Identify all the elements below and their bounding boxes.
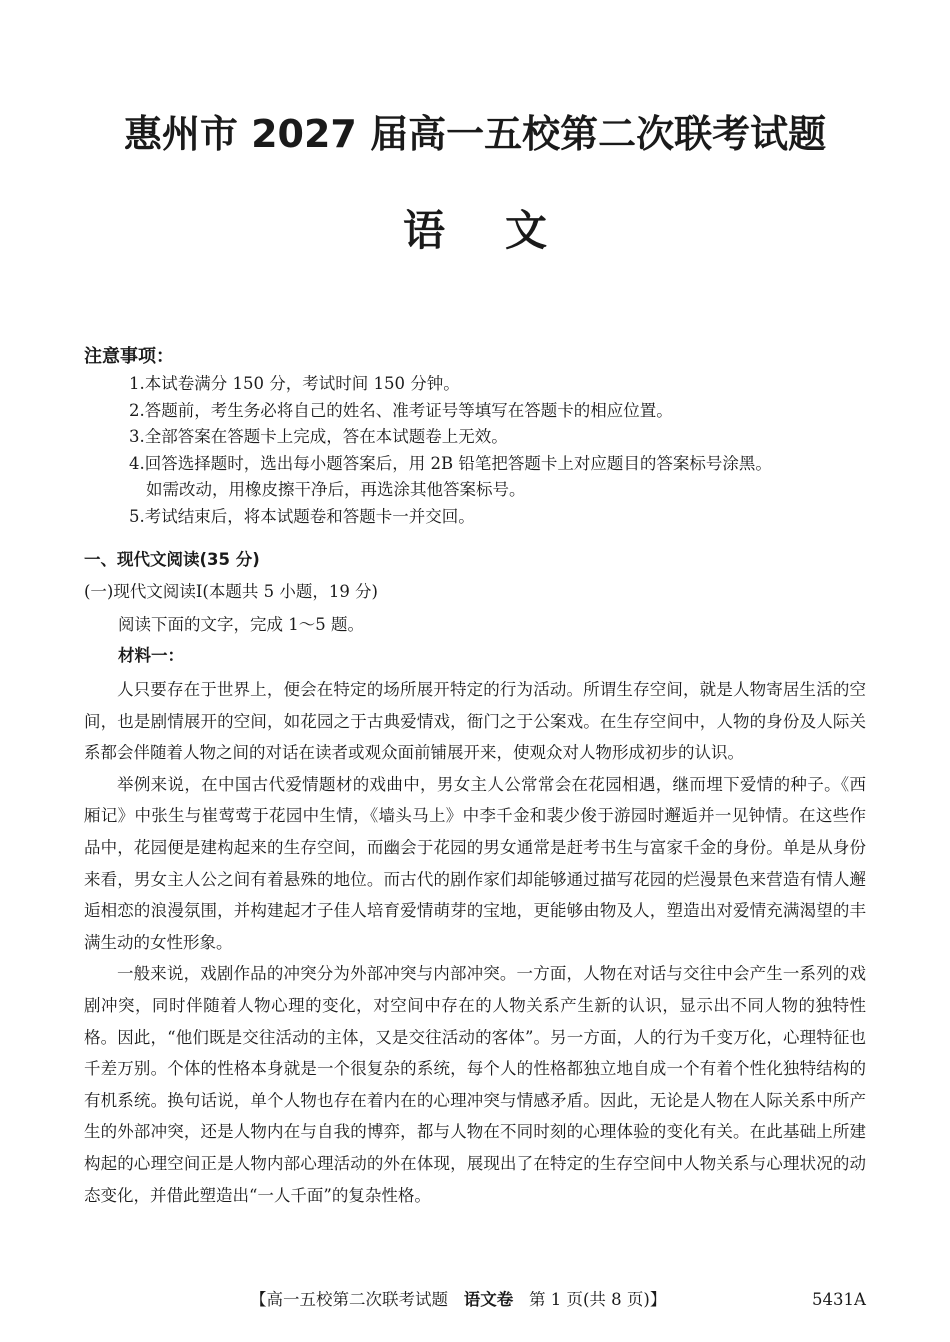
footer-info bbox=[250, 1288, 666, 1312]
subject-title: 语文 bbox=[402, 206, 607, 255]
footer-open-bracket: 【 bbox=[250, 1290, 267, 1309]
passage-paragraph: 人只要存在于世界上，便会在特定的场所展开特定的行为活动。所谓生存空间，就是人物寄居生活的空间，也是剧情展开的空间，如花园之于古典爱情戏，衙门之于公案戏。在生存空间中，人物的身份及人际关系都会伴随着人物之间的对话在读者或观众面前铺展开来，使观众对人物形成初步的认识。 bbox=[84, 680, 866, 763]
section-heading: 一、现代文阅读(35 分) bbox=[84, 550, 260, 569]
paper-code: 5431A bbox=[812, 1290, 866, 1309]
notes-heading: 注意事项： bbox=[84, 346, 174, 367]
note-item: 3.全部答案在答题卡上完成，答在本试题卷上无效。 bbox=[129, 427, 508, 446]
note-item-continuation: 如需改动，用橡皮擦干净后，再选涂其他答案标号。 bbox=[146, 480, 526, 499]
section-subheading: (一)现代文阅读Ⅰ(本题共 5 小题，19 分) bbox=[84, 582, 378, 601]
passage bbox=[84, 674, 866, 1211]
note-item: 4.回答选择题时，选出每小题答案后，用 2B 铅笔把答题卡上对应题目的答案标号涂黑。 bbox=[129, 453, 772, 473]
exam-title: 惠州市 2027 届高一五校第二次联考试题 bbox=[123, 112, 827, 156]
footer-paper-name: 语文卷 bbox=[463, 1290, 514, 1309]
note-item: 2.答题前，考生务必将自己的姓名、准考证号等填写在答题卡的相应位置。 bbox=[129, 400, 673, 420]
footer-page-info: 第 1 页(共 8 页) bbox=[529, 1290, 650, 1309]
footer-exam-name: 高一五校第二次联考试题 bbox=[266, 1290, 448, 1309]
note-item: 5.考试结束后，将本试题卷和答题卡一并交回。 bbox=[129, 506, 475, 526]
passage-paragraph: 一般来说，戏剧作品的冲突分为外部冲突与内部冲突。一方面，人物在对话与交往中会产生一系列的戏剧冲突，同时伴随着人物心理的变化，对空间中存在的人物关系产生新的认识，显示出不同人物的独特性格。因此，“他们既是交往活动的主体，又是交往活动的客体”。另一方面，人的行为千变万化，心理特征也千差万别。个体的性格本身就是一个很复杂的系统，每个人的性格都独立地自成一个有着个性化独特结构的有机系统。换句话说，单个人物也存在着内在的心理冲突与情感矛盾。因此，无论是人物在人际关系中所产生的外部冲突，还是人物内在与自我的博弈，都与人物在不同时刻的心理体验的变化有关。在此基础上所建构起的心理空间正是人物内部心理活动的外在体现，展现出了在特定的生存空间中人物关系与心理状况的动态变化，并借此塑造出“一人千面”的复杂性格。 bbox=[84, 964, 866, 1205]
passage-paragraph: 举例来说，在中国古代爱情题材的戏曲中，男女主人公常常会在花园相遇，继而埋下爱情的种子。《西厢记》中张生与崔莺莺于花园中生情，《墙头马上》中李千金和裴少俊于游园时邂逅并一见钟情。在这些作品中，花园便是建构起来的生存空间，而幽会于花园的男女通常是赶考书生与富家千金的身份。单是从身份来看，男女主人公之间有着悬殊的地位。而古代的剧作家们却能够通过描写花园的烂漫景色来营造有情人邂逅相恋的浪漫氛围，并构建起才子佳人培育爱情萌芽的宝地，更能够由物及人，塑造出对爱情充满渴望的丰满生动的女性形象。 bbox=[84, 774, 866, 952]
footer-close-bracket: 】 bbox=[649, 1290, 667, 1309]
material-label: 材料一： bbox=[118, 646, 184, 665]
reading-instruction: 阅读下面的文字，完成 1～5 题。 bbox=[118, 615, 364, 634]
notes-list bbox=[0, 371, 950, 530]
note-item: 1.本试卷满分 150 分，考试时间 150 分钟。 bbox=[129, 374, 460, 393]
